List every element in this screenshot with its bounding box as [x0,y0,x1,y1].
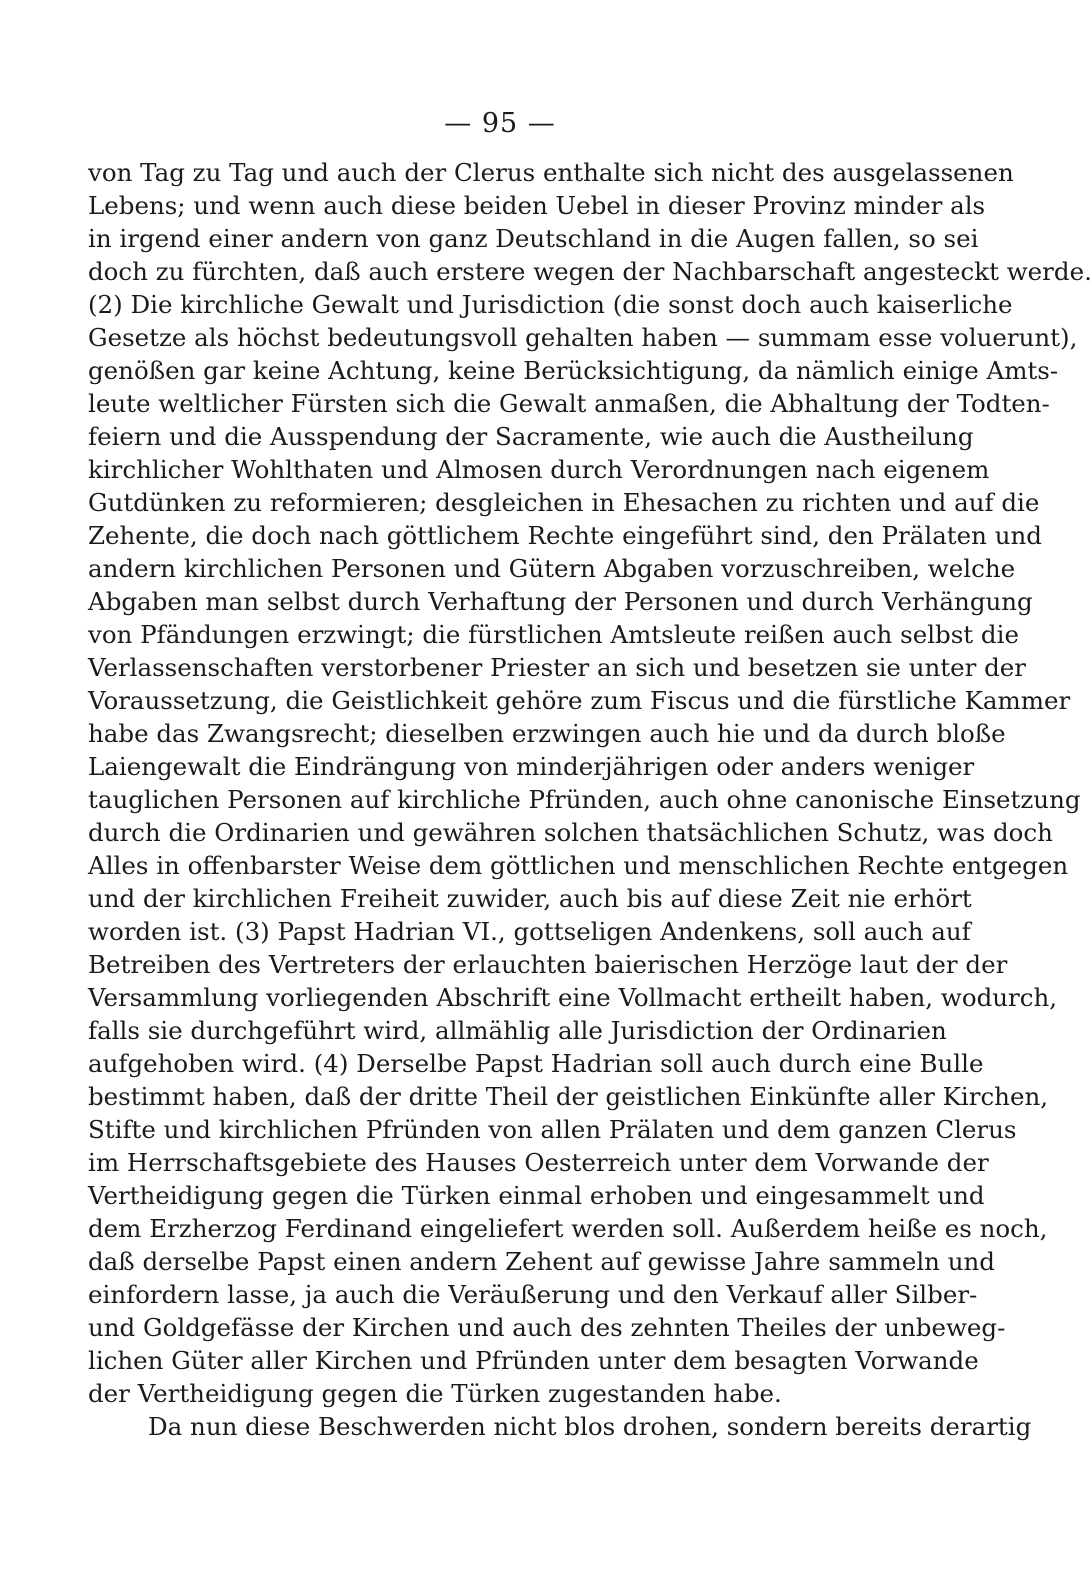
page-number: — 95 — [444,108,556,139]
text-line: im Herrschaftsgebiete des Hauses Oesterreich unter dem Vorwande der [88,1148,989,1177]
text-line: Gesetze als höchst bedeutungsvoll gehalten haben — summam esse voluerunt), [88,323,1078,352]
text-line: leute weltlicher Fürsten sich die Gewalt anmaßen, die Abhaltung der Todten- [88,389,1050,418]
text-line: von Pfändungen erzwingt; die fürstlichen Amtsleute reißen auch selbst die [88,620,1019,649]
text-line: Versammlung vorliegenden Abschrift eine Vollmacht ertheilt haben, wodurch, [88,983,1058,1012]
text-line: feiern und die Ausspendung der Sacramente, wie auch die Austheilung [88,422,974,451]
text-line: falls sie durchgeführt wird, allmählig alle Jurisdiction der Ordinarien [88,1016,947,1045]
text-line: tauglichen Personen auf kirchliche Pfründen, auch ohne canonische Einsetzung [88,785,1081,814]
text-line: von Tag zu Tag und auch der Clerus enthalte sich nicht des ausgelassenen [88,158,1014,187]
text-line: Gutdünken zu reformieren; desgleichen in Ehesachen zu richten und auf die [88,488,1040,517]
text-line: in irgend einer andern von ganz Deutschland in die Augen fallen, so sei [88,224,979,253]
text-line: Stifte und kirchlichen Pfründen von allen Prälaten und dem ganzen Clerus [88,1115,1017,1144]
text-line: Alles in offenbarster Weise dem göttlichen und menschlichen Rechte entgegen [88,851,1069,880]
text-line: (2) Die kirchliche Gewalt und Jurisdiction (die sonst doch auch kaiserliche [88,290,1013,319]
text-line: Laiengewalt die Eindrängung von minderjährigen oder anders weniger [88,752,975,781]
text-line: aufgehoben wird. (4) Derselbe Papst Hadrian soll auch durch eine Bulle [88,1049,984,1078]
text-line: Lebens; und wenn auch diese beiden Uebel in dieser Provinz minder als [88,191,986,220]
body-text [88,156,1092,1443]
text-line: andern kirchlichen Personen und Gütern Abgaben vorzuschreiben, welche [88,554,1016,583]
text-line: Betreiben des Vertreters der erlauchten baierischen Herzöge laut der der [88,950,1008,979]
text-line: bestimmt haben, daß der dritte Theil der geistlichen Einkünfte aller Kirchen, [88,1082,1049,1111]
text-line: daß derselbe Papst einen andern Zehent auf gewisse Jahre sammeln und [88,1247,995,1276]
text-line: und der kirchlichen Freiheit zuwider, auch bis auf diese Zeit nie erhört [88,884,972,913]
text-line: lichen Güter aller Kirchen und Pfründen unter dem besagten Vorwande [88,1346,979,1375]
text-line: genößen gar keine Achtung, keine Berücksichtigung, da nämlich einige Amts- [88,356,1059,385]
text-line: kirchlicher Wohlthaten und Almosen durch Verordnungen nach eigenem [88,455,990,484]
text-line: dem Erzherzog Ferdinand eingeliefert werden soll. Außerdem heiße es noch, [88,1214,1048,1243]
text-line: doch zu fürchten, daß auch erstere wegen der Nachbarschaft angesteckt werde. [88,257,1092,286]
text-line: worden ist. (3) Papst Hadrian VI., gottseligen Andenkens, soll auch auf [88,917,971,946]
text-line: durch die Ordinarien und gewähren solchen thatsächlichen Schutz, was doch [88,818,1053,847]
text-line: Verlassenschaften verstorbener Priester an sich und besetzen sie unter der [88,653,1026,682]
text-line: habe das Zwangsrecht; dieselben erzwingen auch hie und da durch bloße [88,719,1006,748]
text-line: und Goldgefässe der Kirchen und auch des zehnten Theiles der unbeweg- [88,1313,1006,1342]
text-line: einfordern lasse, ja auch die Veräußerung und den Verkauf aller Silber- [88,1280,978,1309]
text-line: Abgaben man selbst durch Verhaftung der Personen und durch Verhängung [88,587,1033,616]
text-line: Da nun diese Beschwerden nicht blos drohen, sondern bereits derartig [148,1412,1032,1441]
text-line: der Vertheidigung gegen die Türken zugestanden habe. [88,1379,782,1408]
text-line: Voraussetzung, die Geistlichkeit gehöre zum Fiscus und die fürstliche Kammer [88,686,1071,715]
text-line: Zehente, die doch nach göttlichem Rechte eingeführt sind, den Prälaten und [88,521,1042,550]
text-line: Vertheidigung gegen die Türken einmal erhoben und eingesammelt und [88,1181,985,1210]
